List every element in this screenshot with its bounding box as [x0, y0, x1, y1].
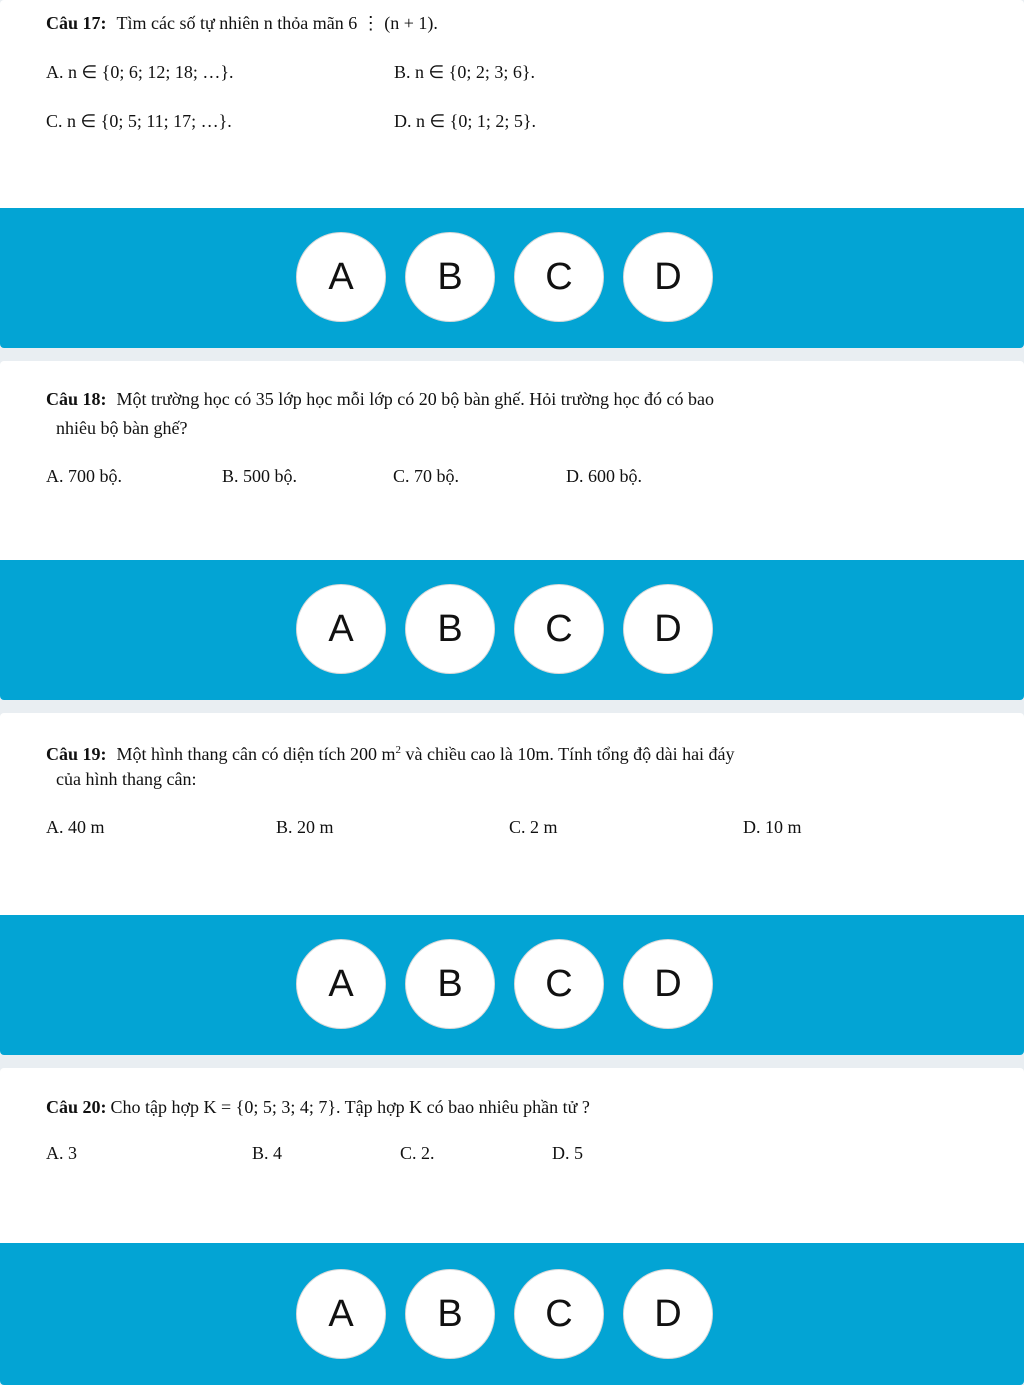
answer-button-d[interactable]: D — [623, 1269, 713, 1359]
answer-button-b[interactable]: B — [405, 232, 495, 322]
superscript: 2 — [395, 744, 401, 756]
option-d: D. 600 bộ. — [566, 466, 642, 486]
question-text-continued: nhiêu bộ bàn ghế? — [56, 418, 188, 438]
question-number: Câu 20: — [46, 1097, 107, 1117]
answer-button-b[interactable]: B — [405, 584, 495, 674]
question-text — [46, 739, 735, 765]
option-b: B. 20 m — [276, 817, 334, 837]
question-number: Câu 19: — [46, 744, 107, 764]
question-text — [46, 12, 438, 34]
option-c: C. 2 m — [509, 817, 558, 837]
question-text-continued: của hình thang cân: — [56, 769, 197, 789]
option-d: D. n ∈ {0; 1; 2; 5}. — [394, 111, 536, 131]
question-text — [46, 1096, 590, 1118]
question-number: Câu 17: — [46, 13, 107, 33]
option-a: A. 700 bộ. — [46, 466, 122, 486]
option-c: C. 70 bộ. — [393, 466, 460, 486]
answer-button-d[interactable]: D — [623, 232, 713, 322]
answer-button-c[interactable]: C — [514, 232, 604, 322]
question-card-19 — [0, 713, 1024, 1055]
answer-button-d[interactable]: D — [623, 584, 713, 674]
question-stem-rest: và chiều cao là 10m. Tính tổng độ dài hai đáy — [400, 744, 735, 764]
question-text — [46, 388, 714, 410]
answer-button-c[interactable]: C — [514, 1269, 604, 1359]
answer-bar — [0, 915, 1024, 1055]
option-d: D. 5 — [552, 1143, 583, 1163]
answer-button-d[interactable]: D — [623, 939, 713, 1029]
option-a: A. n ∈ {0; 6; 12; 18; …}. — [46, 62, 234, 82]
answer-button-b[interactable]: B — [405, 939, 495, 1029]
question-number: Câu 18: — [46, 389, 107, 409]
answer-button-c[interactable]: C — [514, 584, 604, 674]
answer-button-a[interactable]: A — [296, 939, 386, 1029]
answer-bar — [0, 208, 1024, 348]
question-card-20 — [0, 1068, 1024, 1385]
option-b: B. 4 — [252, 1143, 283, 1163]
option-b: B. 500 bộ. — [222, 466, 298, 486]
question-stem: Một trường học có 35 lớp học mỗi lớp có 20 bộ bàn ghế. Hỏi trường học đó có bao — [116, 389, 715, 409]
option-c: C. n ∈ {0; 5; 11; 17; …}. — [46, 111, 232, 131]
answer-button-a[interactable]: A — [296, 584, 386, 674]
answer-button-c[interactable]: C — [514, 939, 604, 1029]
option-c: C. 2. — [400, 1143, 435, 1163]
option-a: A. 3 — [46, 1143, 77, 1163]
question-stem: Tìm các số tự nhiên n thỏa mãn 6 ⋮ (n + 1). — [116, 13, 438, 33]
option-a: A. 40 m — [46, 817, 105, 837]
question-stem: Cho tập hợp K = {0; 5; 3; 4; 7}. Tập hợp K có bao nhiêu phần tử ? — [110, 1097, 590, 1117]
question-stem: Một hình thang cân có diện tích 200 m — [116, 744, 396, 764]
option-b: B. n ∈ {0; 2; 3; 6}. — [394, 62, 535, 82]
answer-bar — [0, 1243, 1024, 1385]
answer-button-a[interactable]: A — [296, 1269, 386, 1359]
answer-button-b[interactable]: B — [405, 1269, 495, 1359]
option-d: D. 10 m — [743, 817, 802, 837]
answer-bar — [0, 560, 1024, 700]
answer-button-a[interactable]: A — [296, 232, 386, 322]
question-card-18 — [0, 361, 1024, 700]
question-card-17 — [0, 0, 1024, 348]
